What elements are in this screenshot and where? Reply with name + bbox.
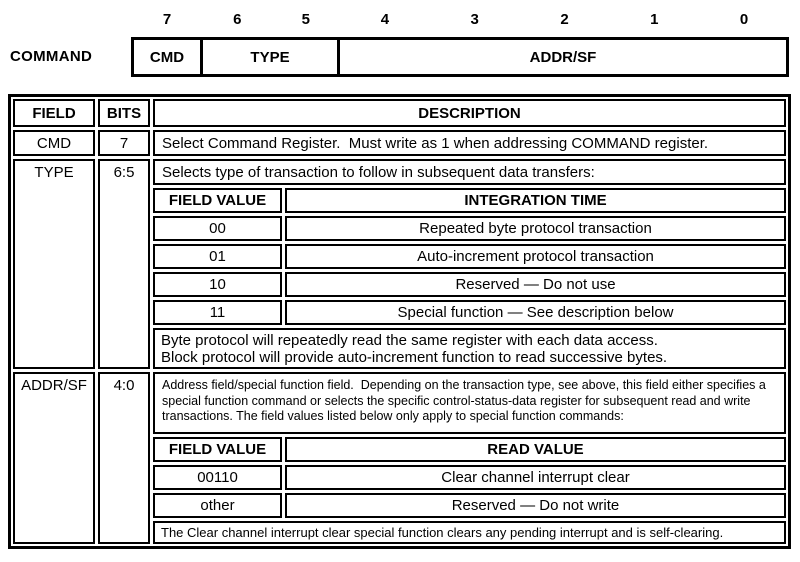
- addrsf-clearing-note: [153, 521, 786, 544]
- field-value-cell: 01: [153, 244, 282, 269]
- addrsf-bits-cell: 4:0: [98, 372, 150, 544]
- bit-number-5: 5: [301, 11, 310, 28]
- register-name-label: COMMAND: [10, 48, 93, 65]
- field-value-cell: 00110: [153, 465, 282, 490]
- value-desc-cell: Reserved — Do not write: [285, 493, 786, 518]
- header-description: DESCRIPTION: [153, 99, 786, 127]
- bit-number-6: 6: [233, 11, 242, 28]
- type-value-subtable: [153, 188, 786, 325]
- register-diagram: [131, 37, 789, 77]
- table-row-type: [13, 159, 786, 369]
- value-desc-cell: Auto-increment protocol transaction: [285, 244, 786, 269]
- type-protocol-note: [153, 328, 786, 369]
- type-field-cell: TYPE: [13, 159, 95, 369]
- addrsf-description-stack: [153, 372, 786, 544]
- cmd-description: Select Command Register. Must write as 1 when addressing COMMAND register.: [153, 130, 786, 156]
- subtable-header-row: [153, 188, 786, 213]
- subtable-row-11: [153, 300, 786, 325]
- bit-number-1: 1: [650, 11, 659, 28]
- subtable-row-00110: [153, 465, 786, 490]
- subtable-header-row: [153, 437, 786, 462]
- table-row-addrsf: [13, 372, 786, 544]
- subtable-row-01: [153, 244, 786, 269]
- register-field-cmd: CMD: [134, 40, 203, 74]
- header-bits: BITS: [98, 99, 150, 127]
- subtable-row-00: [153, 216, 786, 241]
- bit-number-0: 0: [739, 11, 749, 28]
- addrsf-value-subtable: [153, 437, 786, 518]
- cmd-field-cell: CMD: [13, 130, 95, 156]
- value-desc-cell: Clear channel interrupt clear: [285, 465, 786, 490]
- field-value-cell: other: [153, 493, 282, 518]
- bit-number-3: 3: [470, 11, 479, 28]
- field-value-cell: 11: [153, 300, 282, 325]
- header-field: FIELD: [13, 99, 95, 127]
- bit-number-7: 7: [162, 11, 172, 28]
- table-row-cmd: [13, 130, 786, 156]
- subtable-row-10: [153, 272, 786, 297]
- bit-number-2: 2: [560, 11, 569, 28]
- subtable-row-other: [153, 493, 786, 518]
- subtable-header-field-value: FIELD VALUE: [153, 188, 282, 213]
- note-line: Block protocol will provide auto-increment function to read successive bytes.: [161, 349, 668, 366]
- type-intro-text: Selects type of transaction to follow in subsequent data transfers:: [153, 159, 786, 185]
- field-value-cell: 10: [153, 272, 282, 297]
- register-field-addrsf: ADDR/SF: [529, 48, 597, 66]
- value-desc-cell: Repeated byte protocol transaction: [285, 216, 786, 241]
- subtable-header-read-value: READ VALUE: [285, 437, 786, 462]
- addrsf-intro-text: Address field/special function field. Depending on the transaction type, see above, this field either specifies a special function command or selects the specific control-status-data register for subsequent read and write transactions. The field values listed below only apply to special function commands:: [153, 372, 786, 434]
- value-desc-cell: Special function — See description below: [285, 300, 786, 325]
- table-header-row: [13, 99, 786, 127]
- bit-number-row: [131, 10, 789, 30]
- subtable-header-integration-time: INTEGRATION TIME: [285, 188, 786, 213]
- bit-number-4: 4: [380, 11, 390, 28]
- field-value-cell: 00: [153, 216, 282, 241]
- note-line: Byte protocol will repeatedly read the same register with each data access.: [161, 332, 658, 349]
- note-line: The Clear channel interrupt clear special function clears any pending interrupt and is self-clearing.: [161, 524, 724, 540]
- field-description-table: [8, 94, 791, 549]
- addrsf-field-cell: ADDR/SF: [13, 372, 95, 544]
- cmd-bits-cell: 7: [98, 130, 150, 156]
- register-field-type: TYPE: [203, 40, 340, 74]
- type-bits-cell: 6:5: [98, 159, 150, 369]
- value-desc-cell: Reserved — Do not use: [285, 272, 786, 297]
- subtable-header-field-value: FIELD VALUE: [153, 437, 282, 462]
- type-description-stack: [153, 159, 786, 369]
